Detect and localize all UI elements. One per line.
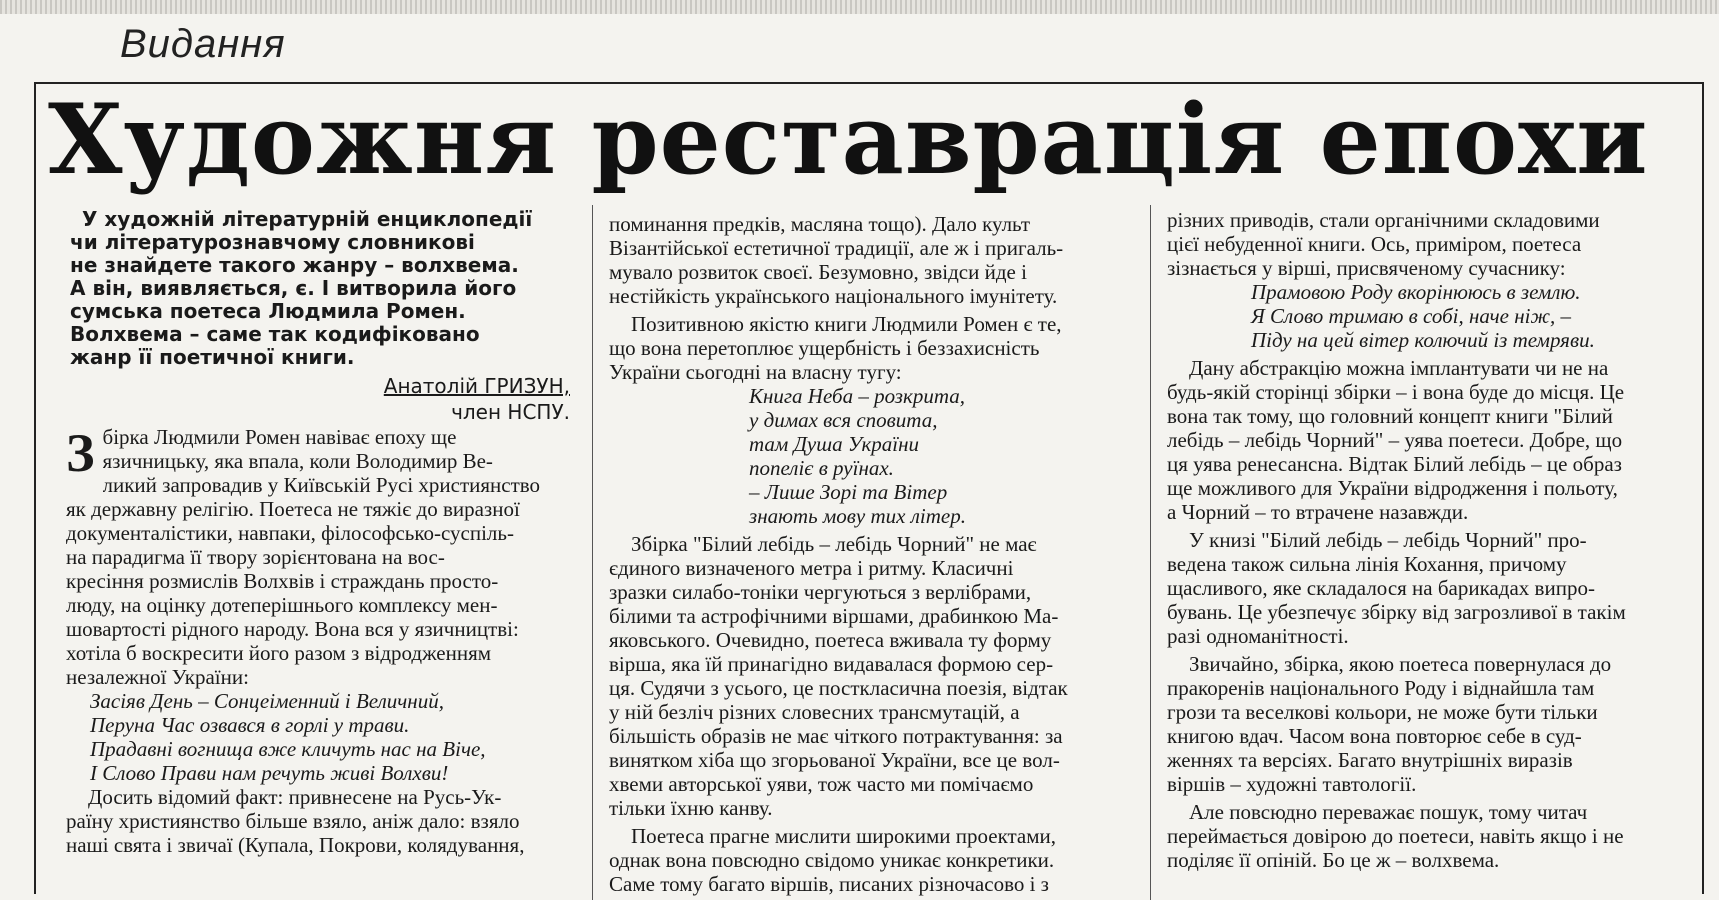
article-column-2: [609, 212, 1134, 896]
text-line: бірка Людмили Ромен навіває епоху ще: [102, 425, 457, 449]
text-line: не знайдете такого жанру – волхвема.: [70, 253, 519, 277]
text-line: кресіння розмислів Волхвів і страждань просто-: [66, 569, 499, 593]
text-line: щасливого, яке складалося на барикадах випро-: [1167, 576, 1595, 600]
text-line: винятком хіба що згорьованої України, все це вол-: [609, 748, 1060, 772]
text-line: документалістики, навпаки, філософсько-суспіль-: [66, 521, 514, 545]
section-rubric: Видання: [120, 22, 286, 66]
text-line: поминання предків, масляна тощо). Дало культ: [609, 212, 1031, 236]
text-line: Волхвема – саме так кодифіковано: [70, 322, 480, 346]
text-line: що вона перетоплює ущербність і беззахисність: [609, 336, 1040, 360]
text-line: Позитивною якістю книги Людмили Ромен є те,: [631, 312, 1062, 336]
text-line: більшість образів не має чіткого потрактування: за: [609, 724, 1063, 748]
text-line: А він, виявляється, є. І витворила його: [70, 276, 517, 300]
text-line: женнях та версіях. Багато внутрішніх виразів: [1167, 748, 1573, 772]
text-line: переймається довірою до поетеси, навіть якщо і не: [1167, 824, 1624, 848]
paragraph: [66, 785, 578, 857]
verse-line: І Слово Прави нам речуть живі Волхви!: [90, 761, 449, 785]
column-divider-2: [1150, 205, 1151, 900]
paragraph-lines: [66, 425, 578, 689]
paragraph: [1167, 528, 1715, 648]
verse-quote: [609, 384, 1134, 528]
text-line: люду, на оцінку дотеперішнього комплексу мен-: [66, 593, 498, 617]
text-line: ще можливого для України відродження і польоту,: [1167, 476, 1618, 500]
verse-line: Прамовою Роду вкорінююсь в землю.: [1251, 280, 1581, 304]
top-print-band: [0, 0, 1719, 14]
verse-line: у димах вся сповита,: [749, 408, 938, 432]
text-line: ведена також сильна лінія Кохання, причому: [1167, 552, 1567, 576]
drop-cap: З: [66, 423, 95, 483]
text-line: віршів – художні тавтології.: [1167, 772, 1417, 796]
verse-line: Піду на цей вітер колючий із темряви.: [1251, 328, 1595, 352]
text-line: нестійкість українського національного імунітету.: [609, 284, 1058, 308]
text-line: сумська поетеса Людмила Ромен.: [70, 299, 466, 323]
paragraph: [609, 312, 1134, 384]
verse-line: там Душа України: [749, 432, 920, 456]
text-line: Досить відомий факт: привнесене на Русь-Ук-: [88, 785, 502, 809]
text-line: будь-якій сторінці збірки – і вона буде до місця. Це: [1167, 380, 1625, 404]
text-line: хвеми авторської уяви, тож часто ми помічаємо: [609, 772, 1034, 796]
paragraph: [1167, 652, 1715, 796]
paragraph: [1167, 208, 1715, 280]
text-line: однак вона повсюдно свідомо уникає конкретики.: [609, 848, 1055, 872]
text-line: України сьогодні на власну тугу:: [609, 360, 902, 384]
paragraph: [609, 212, 1134, 308]
text-line: наші свята і звичаї (Купала, Покрови, колядування,: [66, 833, 525, 857]
article-column-3: [1167, 208, 1715, 872]
text-line: У книзі "Білий лебідь – лебідь Чорний" про-: [1189, 528, 1587, 552]
text-line: яковського. Очевидно, поетеса вживала ту форму: [609, 628, 1052, 652]
text-line: білими та астрофічними віршами, драбинкою Ма-: [609, 604, 1059, 628]
verse-line: – Лише Зорі та Вітер: [749, 480, 948, 504]
text-line: шовартості рідного народу. Вона вся у язичництві:: [66, 617, 519, 641]
verse-quote: [66, 689, 578, 785]
paragraph: [609, 532, 1134, 820]
text-line: ликий запровадив у Київській Русі християнство: [102, 473, 541, 497]
paragraph: [1167, 356, 1715, 524]
verse-line: Книга Неба – розкрита,: [749, 384, 965, 408]
text-line: незалежної України:: [66, 665, 249, 689]
author-role: член НСПУ.: [451, 400, 570, 424]
text-line: Саме тому багато віршів, писаних різночасово і з: [609, 872, 1049, 896]
author-name: Анатолій ГРИЗУН,: [383, 374, 570, 398]
verse-line: Перуна Час озвався в горлі у трави.: [90, 713, 410, 737]
verse-line: попеліє в руїнах.: [749, 456, 894, 480]
text-line: у ній безліч різних словесних трансмутацій, а: [609, 700, 1020, 724]
text-line: Дану абстракцію можна імплантувати чи не на: [1189, 356, 1609, 380]
paragraph: [66, 425, 578, 689]
text-line: тільки їхню канву.: [609, 796, 773, 820]
text-line: разі одноманітності.: [1167, 624, 1349, 648]
text-line: ця. Судячи з усього, це посткласична поезія, відтак: [609, 676, 1068, 700]
column-divider-1: [592, 205, 593, 900]
text-line: зразки силабо-тоніки чергуються з верлібрами,: [609, 580, 1032, 604]
text-line: як державну релігію. Поетеса не тяжіє до виразної: [66, 497, 520, 521]
text-line: пракоренів національного Роду і віднайшла там: [1167, 676, 1595, 700]
text-line: різних приводів, стали органічними складовими: [1167, 208, 1600, 232]
article-lead: [70, 208, 578, 369]
text-line: чи літературознавчому словникові: [70, 230, 475, 254]
text-line: У художній літературній енциклопедії: [82, 207, 533, 231]
text-line: бувань. Це убезпечує збірку від загрозливої в такім: [1167, 600, 1626, 624]
article-column-1: [66, 208, 578, 857]
text-line: книгою вдач. Часом вона повторює себе в суд-: [1167, 724, 1582, 748]
verse-line: Я Слово тримаю в собі, наче ніж, –: [1251, 304, 1571, 328]
text-line: єдиного визначеного метра і ритму. Класичні: [609, 556, 1014, 580]
text-line: язичницьку, яка впала, коли Володимир Ве-: [102, 449, 493, 473]
text-line: ця уява ренесансна. Відтак Білий лебідь – це образ: [1167, 452, 1622, 476]
text-line: вірша, яка їй принагідно видавалася формою сер-: [609, 652, 1054, 676]
text-line: грози та веселкові кольори, не може бути тільки: [1167, 700, 1598, 724]
text-line: мувало розвиток своєї. Безумовно, звідси йде і: [609, 260, 1027, 284]
author-byline: [66, 373, 570, 425]
verse-line: Прадавні вогнища вже кличуть нас на Віче,: [90, 737, 486, 761]
text-line: жанр її поетичної книги.: [70, 345, 355, 369]
text-line: а Чорний – то втрачене назавжди.: [1167, 500, 1469, 524]
text-line: Звичайно, збірка, якою поетеса повернулася до: [1189, 652, 1612, 676]
text-line: Візантійської естетичної традиції, але ж і пригаль-: [609, 236, 1064, 260]
verse-line: знають мову тих літер.: [749, 504, 966, 528]
text-line: вона так тому, що головний концепт книги "Білий: [1167, 404, 1613, 428]
article-headline: Художня реставрація епохи: [48, 83, 1649, 196]
text-line: Але повсюдно переважає пошук, тому читач: [1189, 800, 1588, 824]
verse-quote: [1167, 280, 1715, 352]
paragraph: [1167, 800, 1715, 872]
text-line: поділяє її опіній. Бо це ж – волхвема.: [1167, 848, 1500, 872]
text-line: Поетеса прагне мислити широкими проектами,: [631, 824, 1057, 848]
text-line: хотіла б воскресити його разом з відродженням: [66, 641, 492, 665]
text-line: лебідь – лебідь Чорний" – уява поетеси. Добре, що: [1167, 428, 1623, 452]
text-line: Збірка "Білий лебідь – лебідь Чорний" не має: [631, 532, 1037, 556]
verse-line: Засіяв День – Сонцеіменний і Величний,: [90, 689, 444, 713]
text-line: зізнається у вірші, присвяченому сучаснику:: [1167, 256, 1566, 280]
text-line: раїну християнство більше взяло, аніж дало: взяло: [66, 809, 520, 833]
paragraph: [609, 824, 1134, 896]
text-line: цієї небуденної книги. Ось, приміром, поетеса: [1167, 232, 1582, 256]
text-line: на парадигма її твору зорієнтована на вос-: [66, 545, 445, 569]
